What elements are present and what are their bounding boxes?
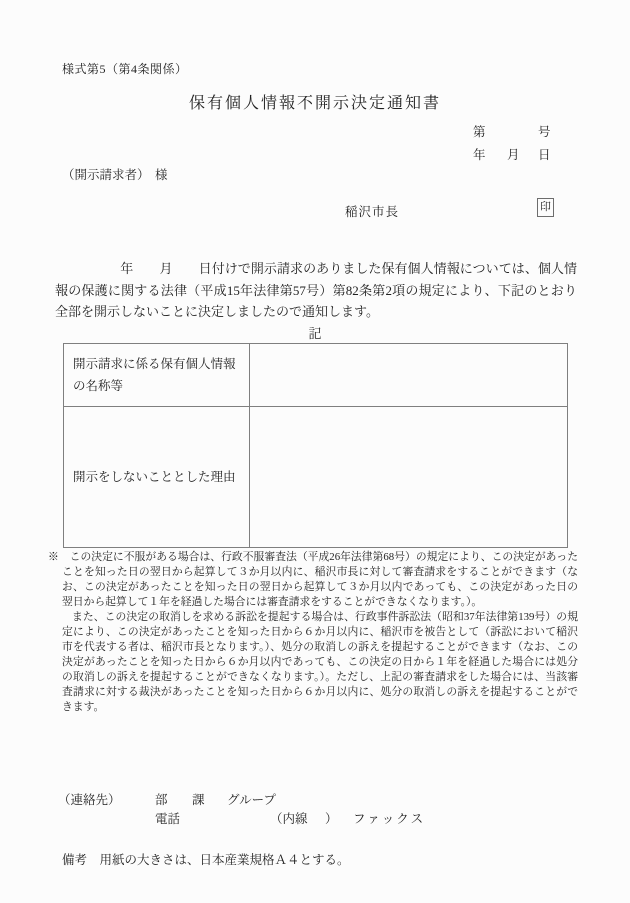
contact-fax-label: ファックス <box>353 812 426 826</box>
addressee-honorific: 様 <box>155 168 168 182</box>
table-row <box>64 344 568 407</box>
form-number: 様式第5（第4条関係） <box>62 62 188 76</box>
contact-extension-close: ） <box>325 812 338 826</box>
contact-group-label: グループ <box>227 793 277 807</box>
contact-section-label: 課 <box>192 793 205 807</box>
table-row-label-information-name: 開示請求に係る保有個人情報の名称等 <box>64 344 250 407</box>
date-month-label: 月 <box>507 148 520 162</box>
issuer-name: 稲沢市長 <box>345 205 400 219</box>
table-row-value-information-name <box>250 344 568 407</box>
appeal-note-review-request: ※ この決定に不服がある場合は、行政不服審査法（平成26年法律第68号）の規定により、この決定があったことを知った日の翌日から起算して３か月以内に、稲沢市長に対して審査請求をすることができます（なお、この決定があったことを知った日の翌日から起算して３か月以内であっても、この決定があった日の翌日から起算して１年を経過した場合には審査請求をすることができなくなります。）。 <box>48 551 578 608</box>
seal-mark: 印 <box>537 198 554 217</box>
addressee-label: （開示請求者） <box>62 168 150 182</box>
table-row <box>64 407 568 548</box>
table-row-value-reason <box>250 407 568 548</box>
body-paragraph: 年 月 日付けで開示請求のありました保有個人情報については、個人情報の保護に関する法律（平成15年法律第57号）第82条第2項の規定により、下記のとおり全部を開示しないことに決定しましたので通知します。 <box>55 261 577 319</box>
table-row-label-reason: 開示をしないこととした理由 <box>64 407 250 548</box>
appeal-notes <box>48 550 578 715</box>
contact-label: （連絡先） <box>58 793 121 807</box>
appeal-note-lawsuit: また、この決定の取消しを求める訴訟を提起する場合は、行政事件訴訟法（昭和37年法律第139号）の規定により、この決定があったことを知った日から６か月以内に、稲沢市を被告として（訴訟において稲沢市を代表する者は、稲沢市長となります。）、処分の取消しの訴えを提起することができます（なお、この決定があったことを知った日から６か月以内であっても、この決定の日から１年を経過した場合には処分の取消しの訴えを提起することができなくなります。）。ただし、上記の審査請求をした場合には、当該審査請求に対する裁決があったことを知った日から６か月以内に、処分の取消しの訴えを提起することができます。 <box>62 611 578 713</box>
doc-number-suffix: 号 <box>538 125 551 139</box>
contact-department-label: 部 <box>155 793 168 807</box>
date-day-label: 日 <box>538 148 551 162</box>
date-year-label: 年 <box>473 148 486 162</box>
page-title: 保有個人情報不開示決定通知書 <box>188 95 441 112</box>
info-table <box>63 343 568 548</box>
contact-phone-label: 電話 <box>155 812 181 826</box>
doc-number-prefix: 第 <box>473 125 486 139</box>
record-marker: 記 <box>308 326 322 341</box>
contact-extension-open: （内線 <box>270 812 308 826</box>
remark-note: 備考 用紙の大きさは、日本産業規格Ａ４とする。 <box>62 853 350 867</box>
